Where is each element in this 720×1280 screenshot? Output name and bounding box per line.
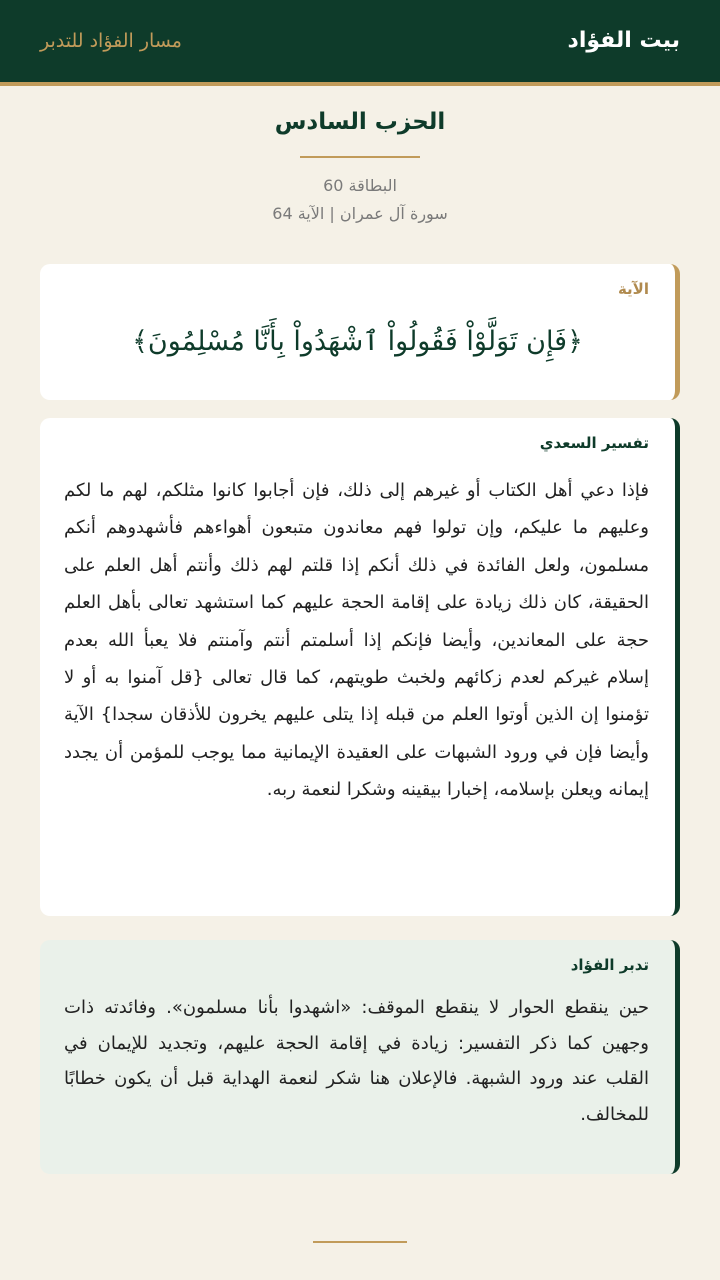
hizb-title: الحزب السادس	[274, 109, 446, 135]
tadabbur-text: حين ينقطع الحوار لا ينقطع الموقف: «اشهدوا بأنا مسلمون». وفائدته ذات وجهين كما ذكر التفسير: زيادة في إقامة الحجة عليهم، وتجديد للإيمان في القلب عند ورود الشبهة. فالإعلان هنا شكر لنعمة الهداية قبل أن يكون خطابًا للمخالف.	[64, 997, 649, 1125]
surah-reference: سورة آل عمران | الآية 64	[272, 204, 448, 223]
tafsir-text: فإذا دعي أهل الكتاب أو غيرهم إلى ذلك، فإن أجابوا كانوا مثلكم، لهم ما لكم وعليهم ما عليكم، وإن تولوا فهم معاندون متبعون أهواءهم فأشهدوهم أنكم مسلمون، ولعل الفائدة في ذلك أنكم إذا قلتم لهم ذلك وأنتم أهل العلم على الحقيقة، كان ذلك زيادة على إقامة الحجة عليهم كما استشهد تعالى بأهل العلم حجة على المعاندين، وأيضا فإنكم إذا أسلمتم أنتم وآمنتم فلا يعبأ الله بعدم إسلام غيركم لعدم زكائهم ولخبث طويتهم، كما قال تعالى {قل آمنوا به أو لا تؤمنوا إن الذين أوتوا العلم من قبله إذا يتلى عليهم يخرون للأذقان سجدا} الآية وأيضا فإن في ورود الشبهات على العقيدة الإيمانية مما يوجب للمؤمن أن يجدد إيمانه ويعلن بإسلامه، إخبارا بيقينه وشكرا لنعمة ربه.	[64, 480, 649, 801]
ayah-label: الآية	[617, 280, 649, 298]
brand-title[interactable]: بيت الفؤاد	[567, 28, 680, 53]
footer-divider	[313, 1241, 407, 1243]
tadabbur-label: تدبر الفؤاد	[570, 956, 649, 974]
brand-subtitle[interactable]: مسار الفؤاد للتدبر	[40, 30, 182, 52]
card-number: البطاقة 60	[323, 176, 397, 195]
app-header	[0, 0, 720, 86]
ayah-card	[40, 264, 680, 400]
page-heading	[0, 106, 720, 228]
tafsir-label: تفسير السعدي	[539, 434, 649, 452]
tadabbur-card	[40, 940, 680, 1174]
tafsir-card	[40, 418, 680, 916]
heading-divider	[300, 156, 420, 158]
ayah-text: ﴿فَإِن تَوَلَّوْاْ فَقُولُواْ ٱشْهَدُواْ بِأَنَّا مُسْلِمُونَ﴾	[132, 326, 583, 357]
